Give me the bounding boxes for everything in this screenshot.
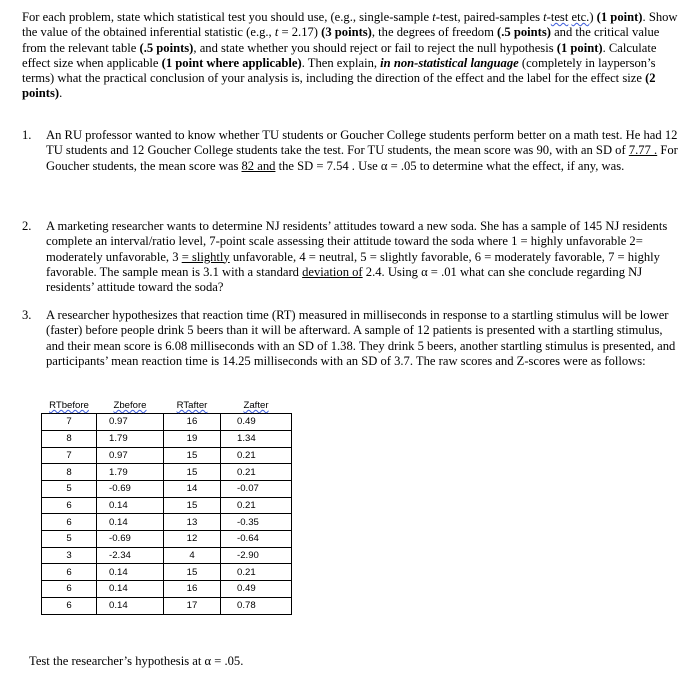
table-cell: 12: [164, 531, 221, 548]
table-row: [42, 481, 292, 498]
table-cell: -0.69: [97, 481, 164, 498]
table-row: [42, 597, 292, 614]
table-cell: 0.21: [221, 564, 292, 581]
table-cell: 1.79: [97, 464, 164, 481]
table-cell: 15: [164, 497, 221, 514]
table-cell: -0.69: [97, 531, 164, 548]
table-cell: 5: [42, 481, 97, 498]
table-cell: 8: [42, 430, 97, 447]
table-cell: 15: [164, 447, 221, 464]
table-cell: -2.90: [221, 547, 292, 564]
column-header: RTbefore: [42, 398, 97, 414]
table-cell: 6: [42, 597, 97, 614]
table-cell: 6: [42, 497, 97, 514]
table-cell: 0.14: [97, 597, 164, 614]
table-row: [42, 430, 292, 447]
table-cell: 8: [42, 464, 97, 481]
table-row: [42, 581, 292, 598]
closing-instruction: Test the researcher’s hypothesis at α = .05.: [29, 654, 244, 668]
table-cell: 0.21: [221, 497, 292, 514]
table-cell: -0.35: [221, 514, 292, 531]
table-row: [42, 447, 292, 464]
rt-zscore-table: [41, 398, 292, 615]
table-cell: 3: [42, 547, 97, 564]
table-cell: 7: [42, 414, 97, 431]
question-2: [22, 219, 682, 295]
table-cell: 5: [42, 531, 97, 548]
table-cell: 15: [164, 564, 221, 581]
table-cell: 16: [164, 414, 221, 431]
table-cell: 1.79: [97, 430, 164, 447]
column-header: Zbefore: [97, 398, 164, 414]
table-row: [42, 464, 292, 481]
table-cell: 16: [164, 581, 221, 598]
table-cell: 1.34: [221, 430, 292, 447]
instructions-paragraph: For each problem, state which statistical test you should use, (e.g., single-sample t-test, paired-samples t-test etc.) (1 point). Show the value of the obtained inferential statistic (e.g., t = 2.17) (3 points), the degrees of freedom (.5 points) and the critical value from the relevant table (.5 points), and state whether you should reject or fail to reject the null hypothesis (1 point). Calculate effect size when applicable (1 point where applicable). Then explain, in non-statistical language (completely in layperson’s terms) what the practical conclusion of your analysis is, including the direction of the effect and the label for the effect size (2 points).: [22, 10, 678, 101]
table-cell: 6: [42, 514, 97, 531]
table-row: [42, 564, 292, 581]
table-cell: 17: [164, 597, 221, 614]
question-number: 2.: [22, 219, 32, 233]
question-text: A researcher hypothesizes that reaction time (RT) measured in milliseconds in response to a startling stimulus will be lower (faster) before people drink 5 beers than it will be afterward. A sample of 12 patients is presented with a startling stimulus, and their mean score is 6.08 milliseconds with an SD of 1.38. They drink 5 beers, another startling stimulus is presented, and participants’ mean reaction time is 14.25 milliseconds with an SD of 3.7. The raw scores and Z-scores were as follows:: [46, 308, 676, 368]
question-text: A marketing researcher wants to determine NJ residents’ attitudes toward a new soda. She has a sample of 145 NJ residents complete an interval/ratio level, 7-point scale assessing their attitude toward the soda where 1 = highly unfavorable 2= moderately unfavorable, 3 = slightly unfavorable, 4 = neutral, 5 = slightly favorable, 6 = moderately favorable, 7 = highly favorable. The sample mean is 3.1 with a standard deviation of 2.4. Using α = .01 what can she conclude regarding NJ residents’ attitude toward the soda?: [46, 219, 668, 295]
table-row: [42, 497, 292, 514]
table-cell: 0.49: [221, 581, 292, 598]
table-row: [42, 531, 292, 548]
table-header-row: [42, 398, 292, 414]
question-3: [22, 308, 682, 369]
table-cell: -0.64: [221, 531, 292, 548]
table-cell: 6: [42, 564, 97, 581]
table-cell: 4: [164, 547, 221, 564]
table-cell: 0.21: [221, 447, 292, 464]
table-cell: 0.14: [97, 564, 164, 581]
table-row: [42, 547, 292, 564]
question-1: [22, 128, 682, 174]
table-cell: 6: [42, 581, 97, 598]
column-header: Zafter: [221, 398, 292, 414]
table-cell: 0.14: [97, 514, 164, 531]
table-cell: 13: [164, 514, 221, 531]
table-cell: -2.34: [97, 547, 164, 564]
table-cell: 14: [164, 481, 221, 498]
table-cell: 0.97: [97, 414, 164, 431]
table-cell: 0.21: [221, 464, 292, 481]
table-row: [42, 414, 292, 431]
question-number: 3.: [22, 308, 32, 322]
table-cell: -0.07: [221, 481, 292, 498]
table-cell: 0.49: [221, 414, 292, 431]
column-header: RTafter: [164, 398, 221, 414]
table-cell: 0.14: [97, 497, 164, 514]
question-number: 1.: [22, 128, 32, 142]
table-cell: 19: [164, 430, 221, 447]
table-cell: 0.97: [97, 447, 164, 464]
table-cell: 0.78: [221, 597, 292, 614]
table-row: [42, 514, 292, 531]
table-cell: 0.14: [97, 581, 164, 598]
table-cell: 7: [42, 447, 97, 464]
table-cell: 15: [164, 464, 221, 481]
question-text: An RU professor wanted to know whether TU students or Goucher College students perform better on a math test. He had 12 TU students and 12 Goucher College students take the test. For TU students, the mean score was 90, with an SD of 7.77 . For Goucher students, the mean score was 82 and the SD = 7.54 . Use α = .05 to determine what the effect, if any, was.: [46, 128, 678, 173]
